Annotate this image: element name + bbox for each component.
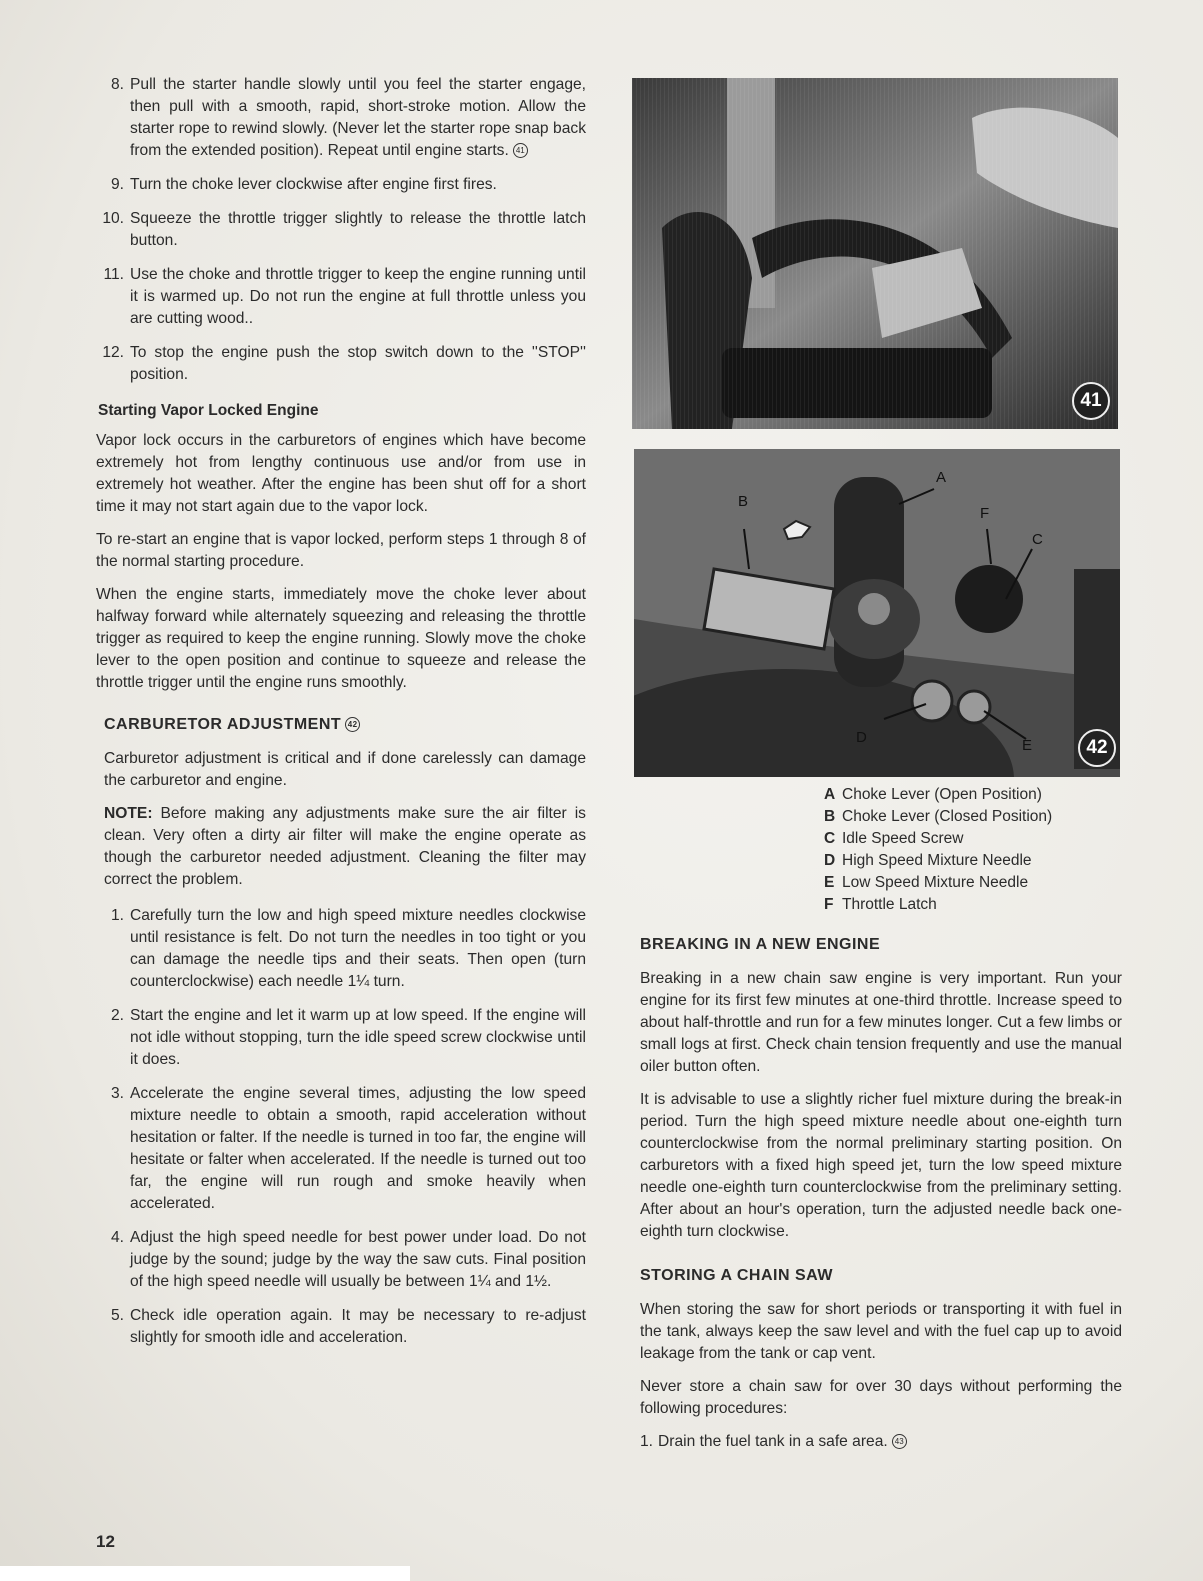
carburetor-intro: Carburetor adjustment is critical and if done carelessly can damage the carburetor and engine. bbox=[104, 750, 586, 789]
starting-step-10 bbox=[96, 208, 586, 252]
legend-key: C bbox=[824, 830, 836, 847]
step-number: 4. bbox=[110, 1229, 124, 1246]
storing-heading: STORING A CHAIN SAW bbox=[640, 1267, 833, 1284]
starter-handle-photo-icon bbox=[632, 78, 1118, 429]
carb-step-4 bbox=[96, 1227, 586, 1293]
carburetor-controls-photo-icon bbox=[634, 449, 1120, 777]
carburetor-heading bbox=[104, 716, 586, 734]
legend-key: E bbox=[824, 874, 835, 891]
figure-reference-icon: 43 bbox=[892, 1434, 907, 1449]
callout-label-c: C bbox=[1032, 531, 1043, 548]
breaking-in-paragraph: Breaking in a new chain saw engine is very important. Run your engine for its first few minutes at one-third throttle. Increase speed to about half-throttle and run for a few minutes longer. Cut a few limbs or small logs at first. Check chain tension frequently and use the manual oiler button often. bbox=[640, 970, 1122, 1075]
step-number: 1. bbox=[640, 1433, 654, 1450]
vapor-lock-heading: Starting Vapor Locked Engine bbox=[98, 402, 319, 419]
legend-text: High Speed Mixture Needle bbox=[842, 852, 1032, 869]
step-text: Use the choke and throttle trigger to keep the engine running until it is warmed up. Do not run the engine at full throttle unless you are cutting wood.. bbox=[130, 266, 586, 327]
vapor-paragraph: Vapor lock occurs in the carburetors of engines which have become extremely hot from lengthy continuous use and/or from use in extremely hot weather. After the engine has been shut off for a short time it may not start again due to the vapor lock. bbox=[96, 432, 586, 515]
legend-item bbox=[824, 828, 1124, 850]
step-text: Squeeze the throttle trigger slightly to release the throttle latch button. bbox=[130, 210, 586, 249]
step-number: 10. bbox=[102, 210, 124, 227]
legend-key: A bbox=[824, 786, 836, 803]
step-text: Start the engine and let it warm up at low speed. If the engine will not idle without stopping, turn the idle speed screw clockwise until it does. bbox=[130, 1007, 586, 1068]
legend-key: D bbox=[824, 852, 836, 869]
step-number: 3. bbox=[110, 1085, 124, 1102]
carb-step-2 bbox=[96, 1005, 586, 1071]
step-number: 11. bbox=[103, 266, 124, 283]
starting-step-8 bbox=[96, 74, 586, 162]
legend-item bbox=[824, 872, 1124, 894]
step-text: Turn the choke lever clockwise after engine first fires. bbox=[130, 176, 497, 193]
vapor-paragraph: When the engine starts, immediately move the choke lever about halfway forward while alternately squeezing and releasing the throttle trigger as required to keep the engine running. Slowly move the choke lever to the open position and continue to squeeze and release the throttle trigger until the engine runs smoothly. bbox=[96, 586, 586, 691]
breaking-in-paragraph: It is advisable to use a slightly richer fuel mixture during the break-in period. Turn the high speed mixture needle about one-eighth turn counterclockwise from the normal preliminary starting position. On carburetors with a fixed high speed jet, turn the low speed mixture needle one-eighth turn counterclockwise from the preliminary setting. After about an hour's operation, turn the adjusted needle back one-eighth turn clockwise. bbox=[640, 1091, 1122, 1240]
step-text: Adjust the high speed needle for best power under load. Do not judge by the sound; judge by the way the saw cuts. Final position of the high speed needle will usually be between 1¼ and 1½. bbox=[130, 1229, 586, 1290]
legend-text: Choke Lever (Open Position) bbox=[842, 786, 1042, 803]
callout-label-f: F bbox=[980, 505, 990, 522]
carburetor-heading-text: CARBURETOR ADJUSTMENT bbox=[104, 716, 342, 733]
legend-text: Idle Speed Screw bbox=[842, 830, 964, 847]
scan-edge-strip bbox=[0, 1566, 410, 1581]
figure-reference-icon: 42 bbox=[345, 717, 360, 732]
step-text: To stop the engine push the stop switch down to the ''STOP'' position. bbox=[130, 344, 586, 383]
legend-text: Throttle Latch bbox=[842, 896, 937, 913]
left-column bbox=[96, 74, 586, 1361]
step-number: 9. bbox=[110, 176, 124, 193]
figure-42-legend bbox=[824, 784, 1124, 916]
step-text: Carefully turn the low and high speed mixture needles clockwise until resistance is felt. Do not turn the needles in too tight or you can damage the needle tips and their seats. Then open (turn counterclockwise) each needle 1¼ turn. bbox=[130, 907, 586, 990]
breaking-in-heading: BREAKING IN A NEW ENGINE bbox=[640, 936, 881, 953]
legend-item bbox=[824, 806, 1124, 828]
note-text: Before making any adjustments make sure the air filter is clean. Very often a dirty air filter will make the engine operate as though the carburetor needed adjustment. Cleaning the filter may correct the problem. bbox=[104, 805, 586, 888]
starting-step-11 bbox=[96, 264, 586, 330]
carb-step-5 bbox=[96, 1305, 586, 1349]
vapor-paragraph: To re-start an engine that is vapor locked, perform steps 1 through 8 of the normal starting procedure. bbox=[96, 531, 586, 570]
figure-41-photo bbox=[632, 78, 1118, 429]
step-number: 1. bbox=[110, 907, 124, 924]
legend-item bbox=[824, 850, 1124, 872]
right-column bbox=[640, 936, 1122, 1465]
note-paragraph bbox=[104, 803, 586, 891]
callout-label-d: D bbox=[856, 729, 867, 746]
carb-step-3 bbox=[96, 1083, 586, 1215]
step-number: 2. bbox=[110, 1007, 124, 1024]
legend-item bbox=[824, 784, 1124, 806]
step-number: 8. bbox=[110, 76, 124, 93]
figure-number-badge: 42 bbox=[1078, 729, 1116, 767]
legend-key: F bbox=[824, 896, 834, 913]
starting-step-9 bbox=[96, 174, 586, 196]
legend-item bbox=[824, 894, 1124, 916]
storing-paragraph: When storing the saw for short periods or transporting it with fuel in the tank, always keep the saw level and with the fuel cap up to avoid leakage from the tank or cap vent. bbox=[640, 1301, 1122, 1362]
carb-step-1 bbox=[96, 905, 586, 993]
figure-reference-icon: 41 bbox=[513, 143, 528, 158]
callout-label-a: A bbox=[936, 469, 947, 486]
note-label: NOTE: bbox=[104, 805, 153, 822]
figure-number-badge: 41 bbox=[1072, 382, 1110, 420]
callout-label-e: E bbox=[1022, 737, 1033, 754]
step-number: 12. bbox=[102, 344, 124, 361]
legend-key: B bbox=[824, 808, 836, 825]
step-text: Check idle operation again. It may be necessary to re-adjust slightly for smooth idle and acceleration. bbox=[130, 1307, 586, 1346]
step-text: Pull the starter handle slowly until you feel the starter engage, then pull with a smooth, rapid, short-stroke motion. Allow the starter rope to rewind slowly. (Never let the starter rope snap back from the extended position). Repeat until engine starts. bbox=[130, 76, 586, 159]
step-text: Drain the fuel tank in a safe area. bbox=[658, 1433, 888, 1450]
callout-label-b: B bbox=[738, 493, 749, 510]
starting-step-12 bbox=[96, 342, 586, 386]
figure-42-photo bbox=[634, 449, 1120, 777]
page-number: 12 bbox=[96, 1532, 115, 1551]
legend-text: Choke Lever (Closed Position) bbox=[842, 808, 1053, 825]
step-number: 5. bbox=[110, 1307, 124, 1324]
legend-text: Low Speed Mixture Needle bbox=[842, 874, 1029, 891]
step-text: Accelerate the engine several times, adjusting the low speed mixture needle to obtain a smooth, rapid acceleration without hesitation or falter. If the needle is turned in too far, the engine will hesitate or falter when accelerated. If the needle is turned out too far, the engine will run rough and smoke heavily when accelerated. bbox=[130, 1085, 586, 1212]
storing-paragraph: Never store a chain saw for over 30 days without performing the following procedures: bbox=[640, 1378, 1122, 1417]
storing-step-1 bbox=[640, 1431, 1122, 1453]
